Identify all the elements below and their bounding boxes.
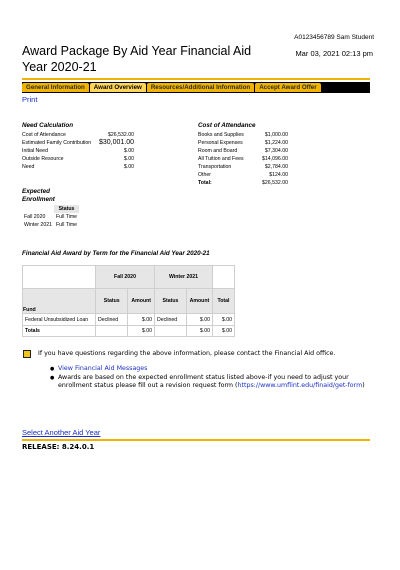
select-another-aid-year-link[interactable]: Select Another Aid Year [22, 428, 101, 437]
status-header: Status [96, 289, 128, 314]
cost-label: Books and Supplies [198, 132, 244, 138]
cost-label: Transportation [198, 164, 232, 170]
fund-name: Federal Unsubsidized Loan [23, 314, 96, 326]
cost-row [198, 148, 288, 156]
need-label: Need [22, 164, 35, 170]
enrollment-status-header: Status [54, 205, 79, 213]
fund-winter-status: Declined [155, 314, 187, 326]
need-calculation-heading: Need Calculation [22, 122, 74, 129]
cost-label: Other [198, 172, 211, 178]
enrollment-note-end: ) [362, 382, 365, 389]
totals-fall-amount: $.00 [128, 326, 155, 337]
need-row [22, 156, 134, 164]
tab-bar [22, 82, 370, 93]
cost-row [198, 140, 288, 148]
cost-row [198, 164, 288, 172]
cost-row [198, 156, 288, 164]
cost-value: $1,224.00 [264, 140, 288, 146]
cost-row [198, 172, 288, 180]
enrollment-term: Fall 2020 [24, 214, 46, 220]
total-header: Total [213, 289, 235, 314]
totals-label: Totals [23, 326, 96, 337]
cost-total-row [198, 180, 288, 188]
list-item [50, 365, 372, 374]
cost-label: All Tuition and Fees [198, 156, 244, 162]
expected-enrollment-table [22, 205, 79, 229]
enrollment-status: Full Time [55, 222, 78, 228]
user-identifier: A0123456789 Sam Student [294, 34, 374, 41]
cost-total-value: $26,532.00 [262, 180, 288, 186]
print-link[interactable]: Print [22, 95, 38, 104]
cost-value: $124.00 [269, 172, 288, 178]
expected-enrollment-section [22, 188, 92, 229]
status-header: Status [155, 289, 187, 314]
cost-value: $7,304.00 [264, 148, 288, 154]
award-by-term-heading: Financial Aid Award by Term for the Financial Aid Year 2020-21 [22, 250, 210, 257]
need-calculation-section [22, 122, 134, 172]
view-financial-aid-messages-link[interactable]: View Financial Aid Messages [58, 365, 148, 372]
cost-label: Personal Expenses [198, 140, 243, 146]
totals-total: $.00 [213, 326, 235, 337]
need-value: $30,001.00 [98, 139, 134, 146]
info-bullets [50, 365, 372, 391]
need-value: $.00 [123, 148, 134, 154]
need-row [22, 164, 134, 172]
term-header-winter: Winter 2021 [155, 266, 213, 289]
need-row [22, 140, 134, 148]
amount-header: Amount [186, 289, 212, 314]
award-by-term-table [22, 265, 235, 337]
need-label: Outside Resource [22, 156, 64, 162]
need-label: Cost of Attendance [22, 132, 66, 138]
cost-value: $1,000.00 [264, 132, 288, 138]
info-message: If you have questions regarding the above information, please contact the Financial Aid office. [38, 350, 336, 357]
cost-value: $2,784.00 [264, 164, 288, 170]
table-row [23, 314, 235, 326]
amount-header: Amount [128, 289, 155, 314]
totals-row [23, 326, 235, 337]
need-value: $26,532.00 [108, 132, 134, 138]
fund-fall-status: Declined [96, 314, 128, 326]
list-item [50, 374, 372, 391]
tab-accept-award-offer[interactable]: Accept Award Offer [255, 83, 320, 92]
page-datetime: Mar 03, 2021 02:13 pm [295, 49, 373, 58]
fund-fall-amount: $.00 [128, 314, 155, 326]
enrollment-status: Full Time [55, 214, 78, 220]
fund-winter-amount: $.00 [186, 314, 212, 326]
fund-header: Fund [23, 289, 96, 314]
need-label: Estimated Family Contribution [22, 140, 92, 146]
need-value: $.00 [123, 164, 134, 170]
table-row [22, 213, 79, 221]
term-header-fall: Fall 2020 [96, 266, 155, 289]
cost-of-attendance-heading: Cost of Attendance [198, 122, 256, 129]
cost-label: Room and Board [198, 148, 238, 154]
table-row [22, 221, 79, 229]
enrollment-note: Awards are based on the expected enrollment status listed above-if you need to adjust your enrollment status please fill out a revision request form ( [58, 373, 349, 389]
totals-winter-amount: $.00 [186, 326, 212, 337]
page-title: Award Package By Aid Year Financial Aid Year 2020-21 [22, 44, 252, 74]
info-icon [23, 350, 31, 358]
release-version: RELEASE: 8.24.0.1 [22, 443, 95, 451]
cost-total-label: Total: [198, 180, 212, 186]
tab-resources-additional-information[interactable]: Resources/Additional Information [147, 83, 254, 92]
cost-of-attendance-section [198, 122, 288, 188]
enrollment-term: Winter 2021 [24, 222, 52, 228]
tab-award-overview[interactable]: Award Overview [90, 83, 146, 92]
need-label: Initial Need [22, 148, 48, 154]
need-value: $.00 [123, 156, 134, 162]
tab-general-information[interactable]: General Information [22, 83, 89, 92]
expected-enrollment-heading: Expected Enrollment [22, 188, 55, 203]
footer-divider [22, 439, 370, 441]
revision-form-link[interactable]: https://www.umflint.edu/finaid/get-form [237, 382, 363, 389]
title-divider [22, 78, 370, 80]
cost-row [198, 132, 288, 140]
fund-total: $.00 [213, 314, 235, 326]
cost-value: $14,096.00 [262, 156, 288, 162]
need-row [22, 148, 134, 156]
